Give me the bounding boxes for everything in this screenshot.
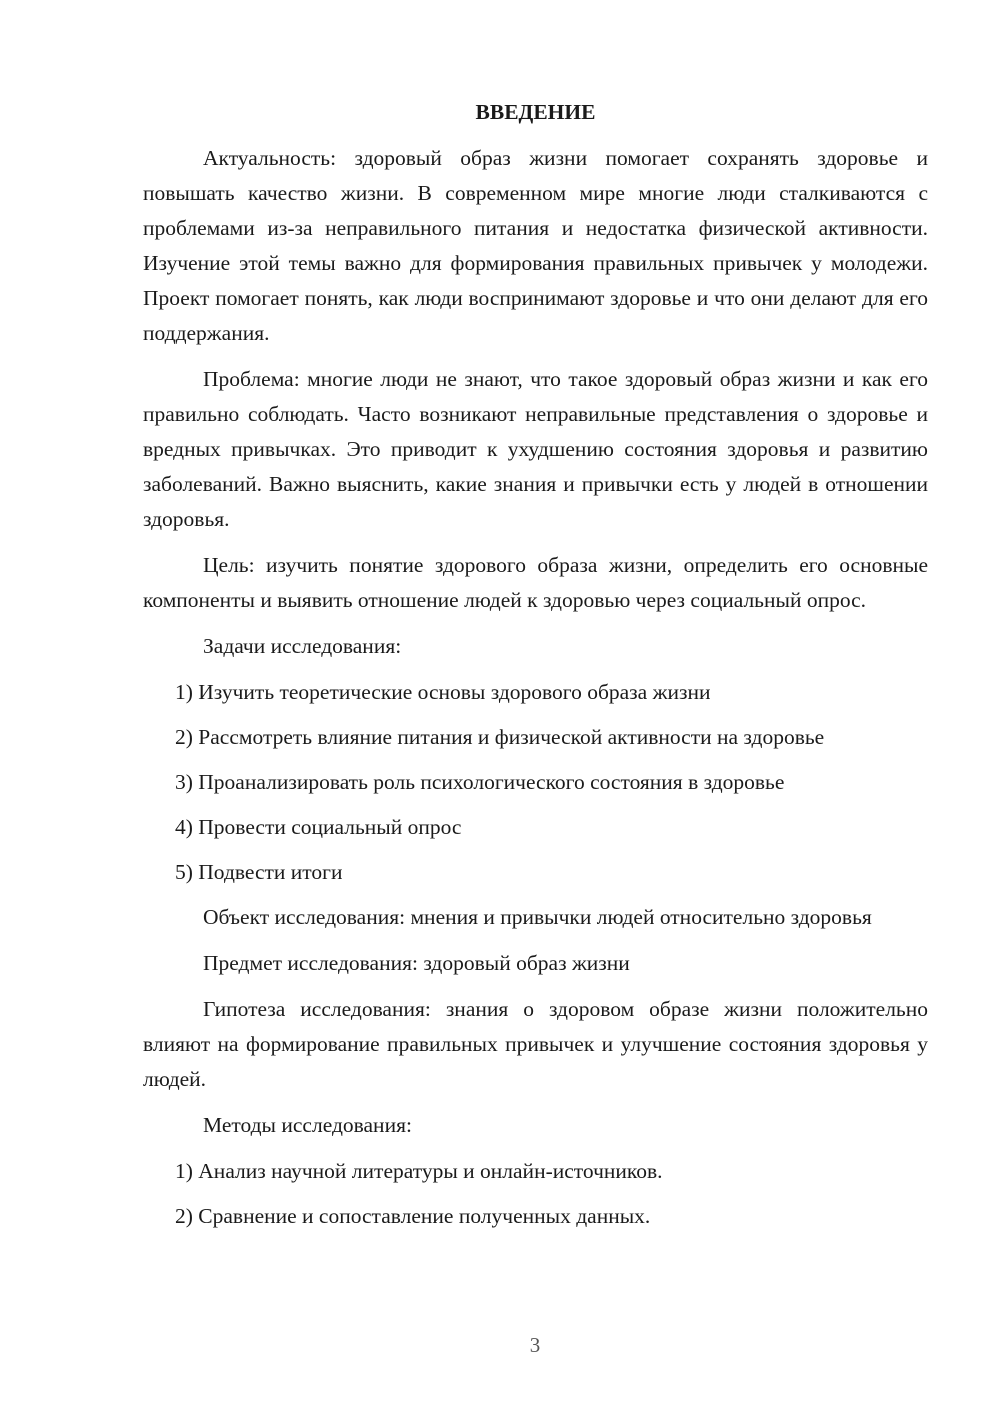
- section-title: ВВЕДЕНИЕ: [475, 100, 596, 124]
- document-page: [143, 95, 928, 1244]
- method-item: 1) Анализ научной литературы и онлайн-источников.: [175, 1159, 663, 1183]
- task-item: 3) Проанализировать роль психологического состояния в здоровье: [175, 770, 785, 794]
- tasks-heading: Задачи исследования:: [203, 634, 402, 658]
- tasks-list: [143, 675, 928, 890]
- relevance-paragraph: Актуальность: здоровый образ жизни помогает сохранять здоровье и повышать качество жизни. В современном мире многие люди сталкиваются с проблемами из-за неправильного питания и недостатка физической активности. Изучение этой темы важно для формирования правильных привычек у молодежи. Проект помогает понять, как люди воспринимают здоровье и что они делают для его поддержания.: [143, 146, 928, 345]
- subject-paragraph: Предмет исследования: здоровый образ жизни: [203, 951, 630, 975]
- task-item: 4) Провести социальный опрос: [175, 815, 462, 839]
- methods-heading: Методы исследования:: [203, 1113, 412, 1137]
- page-number: 3: [529, 1333, 541, 1357]
- task-item: 5) Подвести итоги: [175, 860, 343, 884]
- method-item: 2) Сравнение и сопоставление полученных данных.: [175, 1204, 651, 1228]
- hypothesis-paragraph: Гипотеза исследования: знания о здоровом образе жизни положительно влияют на формирование правильных привычек и улучшение состояния здоровья у людей.: [143, 997, 928, 1091]
- object-paragraph: Объект исследования: мнения и привычки людей относительно здоровья: [203, 905, 872, 929]
- goal-paragraph: Цель: изучить понятие здорового образа жизни, определить его основные компоненты и выявить отношение людей к здоровью через социальный опрос.: [143, 553, 928, 612]
- task-item: 2) Рассмотреть влияние питания и физической активности на здоровье: [175, 725, 825, 749]
- task-item: 1) Изучить теоретические основы здорового образа жизни: [175, 680, 711, 704]
- problem-paragraph: Проблема: многие люди не знают, что такое здоровый образ жизни и как его правильно соблюдать. Часто возникают неправильные представления о здоровье и вредных привычках. Это приводит к ухудшению состояния здоровья и развитию заболеваний. Важно выяснить, какие знания и привычки есть у людей в отношении здоровья.: [143, 367, 928, 531]
- methods-list: [143, 1154, 928, 1234]
